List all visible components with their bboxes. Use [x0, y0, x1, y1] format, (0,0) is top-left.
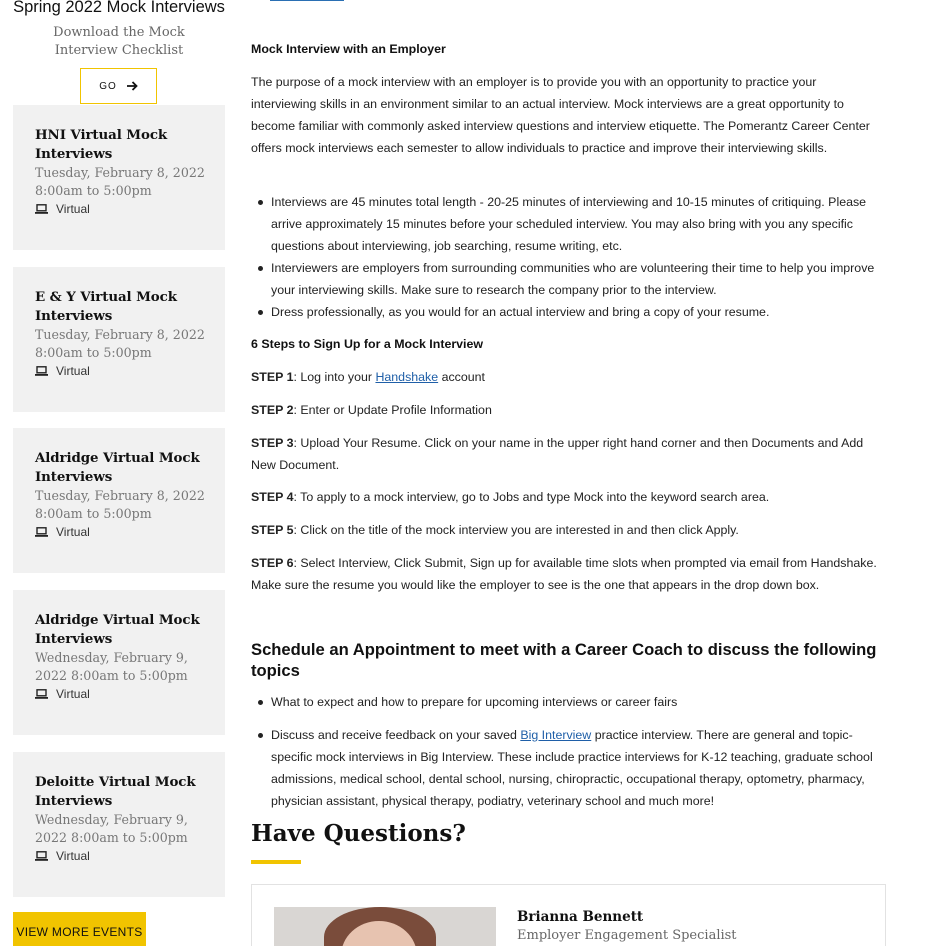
- steps-heading: 6 Steps to Sign Up for a Mock Interview: [251, 337, 484, 351]
- event-location: [35, 525, 225, 539]
- arrow-right-icon: [127, 81, 138, 91]
- step-text: : Enter or Update Profile Information: [293, 403, 492, 417]
- step-label: STEP 2: [251, 403, 294, 417]
- step-2: [251, 399, 883, 421]
- event-card[interactable]: [13, 752, 225, 897]
- list-item: [251, 724, 881, 812]
- event-card[interactable]: [13, 105, 225, 250]
- laptop-icon: [35, 527, 48, 537]
- step-text: : Select Interview, Click Submit, Sign up for available time slots when prompted via email from Handshake. Make sure the resume you would like the employer to see is the one that appears in the drop down box.: [251, 556, 877, 592]
- event-date: Tuesday, February 8, 2022 8:00am to 5:00pm: [35, 488, 205, 521]
- go-button[interactable]: [80, 68, 157, 104]
- list-item-text: practice interview. There are general and topic-specific mock interviews in Big Interview. These include practice interviews for K-12 teaching, graduate school admissions, medical school, dental school, nursing, chiropractic, occupational therapy, optometry, pharmacy, physician assistant, physical therapy, podiatry, veterinary school and much more!: [271, 728, 873, 808]
- step-label: STEP 3: [251, 436, 294, 450]
- laptop-icon: [35, 689, 48, 699]
- step-5: [251, 519, 883, 541]
- event-title[interactable]: E & Y Virtual Mock Interviews: [35, 289, 177, 324]
- event-location: [35, 849, 225, 863]
- event-location-text: Virtual: [56, 202, 90, 216]
- event-title[interactable]: Aldridge Virtual Mock Interviews: [35, 612, 200, 647]
- download-checklist-text: Download the Mock Interview Checklist: [53, 25, 185, 58]
- step-text: : Upload Your Resume. Click on your name in the upper right hand corner and then Documents and Add New Document.: [251, 436, 864, 472]
- event-card[interactable]: [13, 267, 225, 412]
- go-button-label: GO: [99, 80, 117, 92]
- contact-role: Employer Engagement Specialist: [517, 928, 737, 943]
- step-4: [251, 486, 883, 508]
- view-more-events-label: VIEW MORE EVENTS: [16, 925, 143, 939]
- step-6: [251, 552, 883, 596]
- event-location-text: Virtual: [56, 525, 90, 539]
- section-heading: Mock Interview with an Employer: [251, 42, 446, 56]
- coach-topics-list-2: [251, 724, 881, 812]
- step-3: [251, 432, 883, 476]
- list-item: Dress professionally, as you would for an actual interview and bring a copy of your resume.: [251, 301, 881, 323]
- laptop-icon: [35, 204, 48, 214]
- event-title[interactable]: HNI Virtual Mock Interviews: [35, 127, 168, 162]
- event-card[interactable]: [13, 428, 225, 573]
- handshake-link[interactable]: Handshake: [375, 370, 439, 384]
- event-date: Wednesday, February 9, 2022 8:00am to 5:00pm: [35, 650, 188, 683]
- top-link-underline[interactable]: [270, 0, 344, 1]
- questions-heading: Have Questions?: [251, 820, 466, 847]
- event-location-text: Virtual: [56, 364, 90, 378]
- step-label: STEP 1: [251, 370, 294, 384]
- event-location-text: Virtual: [56, 687, 90, 701]
- event-location: [35, 202, 225, 216]
- event-card[interactable]: [13, 590, 225, 735]
- step-label: STEP 6: [251, 556, 294, 570]
- coach-heading: Schedule an Appointment to meet with a Career Coach to discuss the following topics: [251, 640, 877, 680]
- event-date: Tuesday, February 8, 2022 8:00am to 5:00pm: [35, 165, 205, 198]
- step-text: : To apply to a mock interview, go to Jobs and type Mock into the keyword search area.: [293, 490, 770, 504]
- heading-accent-bar: [251, 860, 301, 864]
- event-location: [35, 364, 225, 378]
- list-item: Interviews are 45 minutes total length - 20-25 minutes of interviewing and 10-15 minutes of critiquing. Please arrive approximately 15 minutes before your scheduled interview. You may also bring with you any specific questions about interviewing, job searching, resume writing, etc.: [251, 191, 881, 257]
- step-1: [251, 366, 883, 388]
- list-item: Interviewers are employers from surrounding communities who are volunteering their time to help you improve your interviewing skills. Make sure to research the company prior to the interview.: [251, 257, 881, 301]
- laptop-icon: [35, 851, 48, 861]
- list-item-text: Discuss and receive feedback on your saved: [271, 728, 521, 742]
- events-sidebar: [0, 0, 238, 946]
- step-label: STEP 5: [251, 523, 294, 537]
- list-item: What to expect and how to prepare for upcoming interviews or career fairs: [251, 691, 881, 713]
- step-text: : Log into your: [293, 370, 376, 384]
- contact-photo: [274, 907, 496, 946]
- step-text: account: [438, 370, 485, 384]
- contact-name: Brianna Bennett: [517, 909, 644, 925]
- event-title[interactable]: Deloitte Virtual Mock Interviews: [35, 774, 196, 809]
- event-location: [35, 687, 225, 701]
- contact-card: [251, 884, 886, 946]
- big-interview-link[interactable]: Big Interview: [520, 728, 592, 742]
- event-date: Tuesday, February 8, 2022 8:00am to 5:00pm: [35, 327, 205, 360]
- event-title[interactable]: Aldridge Virtual Mock Interviews: [35, 450, 200, 485]
- laptop-icon: [35, 366, 48, 376]
- step-text: : Click on the title of the mock interview you are interested in and then click Apply.: [293, 523, 739, 537]
- view-more-events-button[interactable]: [13, 912, 146, 946]
- step-label: STEP 4: [251, 490, 294, 504]
- event-location-text: Virtual: [56, 849, 90, 863]
- intro-paragraph: The purpose of a mock interview with an employer is to provide you with an opportunity to practice your interviewing skills in an environment similar to an actual interview. Mock interviews are a great opportunity to become familiar with commonly asked interview questions and interview etiquette. The Pomerantz Career Center offers mock interviews each semester to allow individuals to practice and improve their interviewing skills.: [251, 75, 870, 155]
- sidebar-title: Spring 2022 Mock Interviews: [13, 0, 225, 16]
- interview-info-list: [251, 191, 881, 323]
- coach-topics-list: [251, 691, 881, 713]
- event-date: Wednesday, February 9, 2022 8:00am to 5:00pm: [35, 812, 188, 845]
